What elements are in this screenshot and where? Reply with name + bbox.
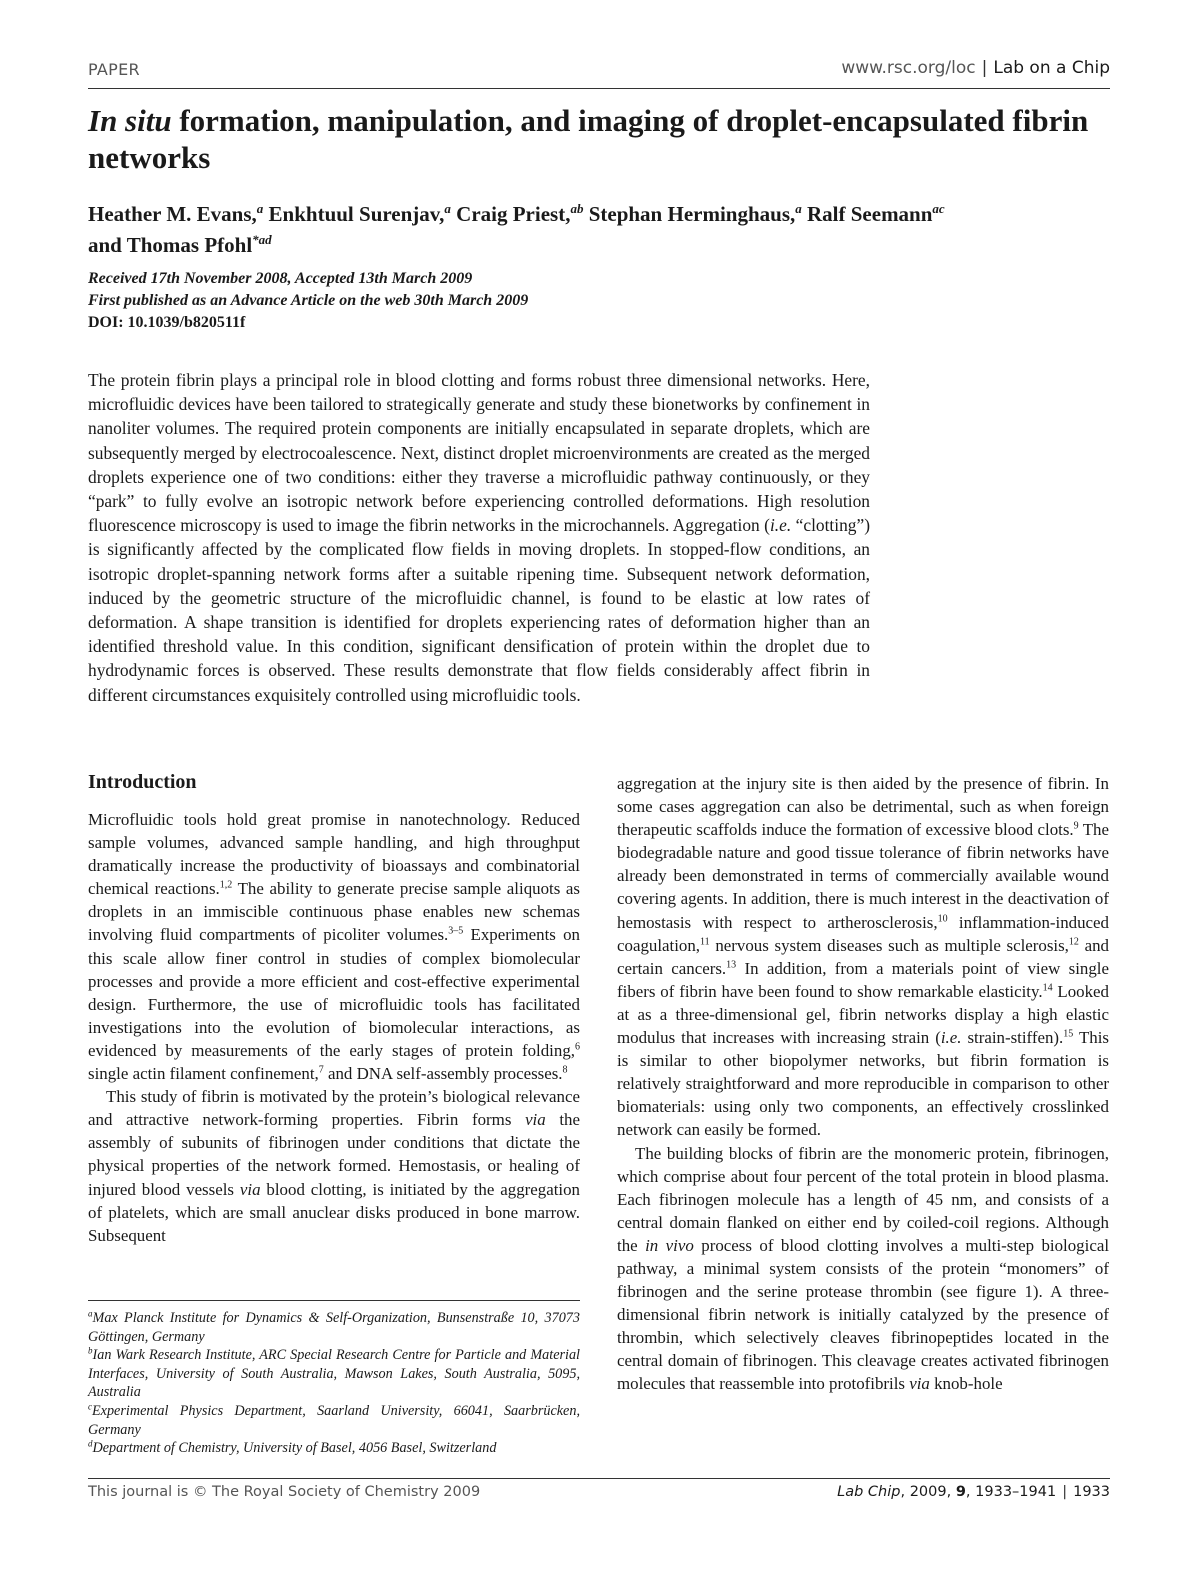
text: single actin filament confinement, — [88, 1064, 319, 1084]
citation-year: , 2009, — [900, 1484, 956, 1500]
text: Experiments on this scale allow finer control in studies of complex biomolecular processes and provide a more efficient and cost-effective experimental design. Furthermore, the use of microfluidic tools has facilitated investigations into the evolution of biomolecular interactions, as evidenced by measurements of the early stages of protein folding, — [88, 925, 580, 1060]
title-italic: In situ — [88, 103, 172, 138]
footnote-mark: b — [88, 1345, 93, 1356]
italic-text: i.e. — [940, 1028, 962, 1048]
abstract-text: “clotting”) is significantly affected by the complicated flow fields in moving droplets. In stopped-flow conditions, an isotropic droplet-spanning network forms after a suitable ripening time. Subsequent network deformation, induced by the geometric structure of the microfluidic channel, is found to be elastic at low rates of deformation. A shape transition is identified for droplets experiencing rates of deformation higher than an identified threshold value. In this condition, significant densification of protein within the droplet due to hydrodynamic forces is observed. These results demonstrate that flow fields considerably affect fibrin in different circumstances exquisitely controlled using microfluidic tools. — [88, 515, 870, 705]
text: Looked at as a three-dimensional gel, fibrin networks display a high elastic modulus that increases with increasing strain ( — [617, 981, 1109, 1048]
italic-text: via — [525, 1110, 546, 1130]
journal-info — [841, 58, 1110, 78]
paragraph — [88, 808, 580, 1085]
footer-separator: | — [1062, 1484, 1068, 1500]
reference-link[interactable]: 10 — [937, 912, 948, 924]
text: blood clotting, is initiated by the aggregation of platelets, which are small anuclear disks produced in bone marrow. Subsequent — [88, 1179, 580, 1245]
page-number: 1933 — [1073, 1484, 1110, 1500]
text: knob-hole — [929, 1374, 1003, 1394]
section-label: PAPER — [88, 60, 140, 79]
affiliation-mark: a — [256, 201, 264, 216]
author-name: Heather M. Evans, — [88, 202, 257, 226]
footnote — [88, 1402, 580, 1439]
paragraph — [88, 1085, 580, 1247]
affiliation-mark: a — [795, 201, 802, 216]
abstract — [88, 368, 870, 707]
footnote-text: Ian Wark Research Institute, ARC Special Research Centre for Particle and Material Interfaces, University of South Australia, Mawson Lakes, South Australia, 5095, Australia — [88, 1347, 580, 1401]
reference-link[interactable]: 14 — [1042, 982, 1053, 994]
footnote — [88, 1346, 580, 1402]
text: Microfluidic tools hold great promise in nanotechnology. Reduced sample volumes, advanced sample handling, and high throughput dramatically increase the productivity of bioassays and combinatorial chemical reactions. — [88, 810, 580, 899]
reference-link[interactable]: 1,2 — [219, 879, 233, 891]
paper-title — [88, 102, 1108, 176]
footnote-text: Max Planck Institute for Dynamics & Self-Organization, Bunsenstraße 10, 37073 Göttingen, Germany — [88, 1310, 580, 1345]
affiliation-mark: ab — [570, 201, 584, 216]
author-name: and Thomas Pfohl — [88, 233, 253, 257]
text: the assembly of subunits of fibrinogen under conditions that dictate the physical properties of the network formed. Hemostasis, or healing of injured blood vessels — [88, 1110, 581, 1199]
citation-pages: , 1933–1941 — [965, 1484, 1057, 1500]
published-date: First published as an Advance Article on the web 30th March 2009 — [88, 292, 529, 309]
text: inflammation-induced coagulation, — [617, 912, 1109, 955]
footnote-divider — [88, 1300, 580, 1301]
publication-dates — [88, 268, 888, 334]
text: aggregation at the injury site is then aided by the presence of fibrin. In some cases aggregation can also be detrimental, such as when foreign therapeutic scaffolds induce the formation of excessive blood clots. — [617, 774, 1109, 840]
author-list — [88, 196, 1088, 258]
italic-text: in vivo — [645, 1235, 694, 1255]
reference-link[interactable]: 15 — [1063, 1028, 1074, 1040]
citation-journal: Lab Chip — [837, 1484, 901, 1500]
reference-link[interactable]: 3–5 — [448, 925, 464, 937]
text: The building blocks of fibrin are the monomeric protein, fibrinogen, which comprise about four percent of the total protein in blood plasma. Each fibrinogen molecule has a length of 45 nm, and consists of a central domain flanked on either end by coiled-coil regions. Although the — [617, 1143, 1109, 1255]
text: nervous system diseases such as multiple sclerosis, — [709, 935, 1069, 955]
citation-info — [837, 1484, 1110, 1500]
abstract-text: The protein fibrin plays a principal role in blood clotting and forms robust three dimensional networks. Here, microfluidic devices have been tailored to strategically generate and study these bionetworks by confinement in nanoliter volumes. The required protein components are initially encapsulated in separate droplets, which are subsequently merged by electrocoalescence. Next, distinct droplet microenvironments are created as the merged droplets experience one of two conditions: either they traverse a microfluidic pathway continuously, or they “park” to fully evolve an isotropic network before experiencing controlled deformations. High resolution fluorescence microscopy is used to image the fibrin networks in the microchannels. Aggregation ( — [88, 370, 870, 536]
reference-link[interactable]: 11 — [700, 936, 710, 948]
text: and certain cancers. — [617, 935, 1109, 978]
footnote — [88, 1439, 580, 1458]
reference-link[interactable]: 6 — [575, 1041, 580, 1053]
section-heading: Introduction — [88, 771, 197, 793]
affiliation-mark: *ad — [252, 232, 272, 247]
italic-text: via — [909, 1374, 930, 1394]
header-separator: | — [981, 58, 988, 78]
reference-link[interactable]: 9 — [1073, 820, 1079, 832]
journal-name: Lab on a Chip — [993, 58, 1110, 78]
title-rest: formation, manipulation, and imaging of droplet-encapsulated fibrin networks — [88, 103, 1089, 175]
footer-divider — [88, 1478, 1110, 1479]
text: The biodegradable nature and good tissue tolerance of fibrin networks have already been demonstrated in terms of commercially available wound covering agents. In addition, there is much interest in the deactivation of hemostasis with respect to artherosclerosis, — [617, 820, 1109, 932]
footnote-mark: c — [88, 1401, 92, 1412]
copyright-notice: This journal is © The Royal Society of Chemistry 2009 — [88, 1484, 481, 1500]
author-name: Stephan Herminghaus, — [583, 202, 796, 226]
affiliation-footnotes — [88, 1309, 580, 1458]
affiliation-mark: ac — [932, 201, 945, 216]
author-name: Ralf Seemann — [801, 202, 933, 226]
footnote — [88, 1309, 580, 1346]
text: In addition, from a materials point of view single fibers of fibrin have been found to show remarkable elasticity. — [617, 958, 1109, 1001]
footnote-mark: d — [88, 1438, 93, 1449]
text: The ability to generate precise sample aliquots as droplets in an immiscible continuous phase enables new schemas involving fluid compartments of picoliter volumes. — [88, 879, 580, 945]
text: and DNA self-assembly processes. — [323, 1064, 563, 1084]
citation-volume: 9 — [955, 1484, 966, 1500]
text: strain-stiffen). — [961, 1028, 1064, 1048]
text: process of blood clotting involves a multi-step biological pathway, a minimal system consists of the protein “monomers” of fibrinogen and the serine protease thrombin (see figure 1). A three-dimensional fibrin network is initially catalyzed by the presence of thrombin, which selectively cleaves fibrinopeptides located in the central domain of fibrinogen. This cleavage creates activated fibrinogen molecules that reassemble into protofibrils — [617, 1235, 1110, 1394]
running-header — [88, 58, 1110, 89]
reference-link[interactable]: 13 — [726, 959, 737, 971]
text: This is similar to other biopolymer networks, but fibrin formation is relatively straightforward and more reproducible in comparison to other biomaterials: using only two components, an effectively crosslinked network can easily be formed. — [617, 1028, 1109, 1140]
paragraph — [617, 1142, 1109, 1396]
footnote-mark: a — [88, 1308, 93, 1319]
right-column — [617, 772, 1109, 1396]
author-name: Enkhtuul Surenjav, — [263, 202, 445, 226]
italic-text: via — [239, 1179, 261, 1199]
reference-link[interactable]: 7 — [318, 1064, 324, 1076]
left-column — [88, 808, 580, 1247]
abstract-ie: i.e. — [769, 515, 792, 536]
footnote-text: Department of Chemistry, University of Basel, 4056 Basel, Switzerland — [92, 1440, 497, 1457]
reference-link[interactable]: 8 — [562, 1064, 568, 1076]
journal-url-link[interactable]: www.rsc.org/loc — [841, 58, 976, 78]
paragraph — [617, 772, 1109, 1142]
text: This study of fibrin is motivated by the protein’s biological relevance and attractive network-forming properties. Fibrin forms — [88, 1087, 580, 1130]
affiliation-mark: a — [444, 201, 451, 216]
received-date: Received 17th November 2008, Accepted 13th March 2009 — [88, 270, 473, 287]
footnote-text: Experimental Physics Department, Saarland University, 66041, Saarbrücken, Germany — [88, 1402, 580, 1438]
author-name: Craig Priest, — [450, 202, 571, 226]
reference-link[interactable]: 12 — [1068, 936, 1079, 948]
doi-link[interactable]: DOI: 10.1039/b820511f — [88, 314, 246, 331]
